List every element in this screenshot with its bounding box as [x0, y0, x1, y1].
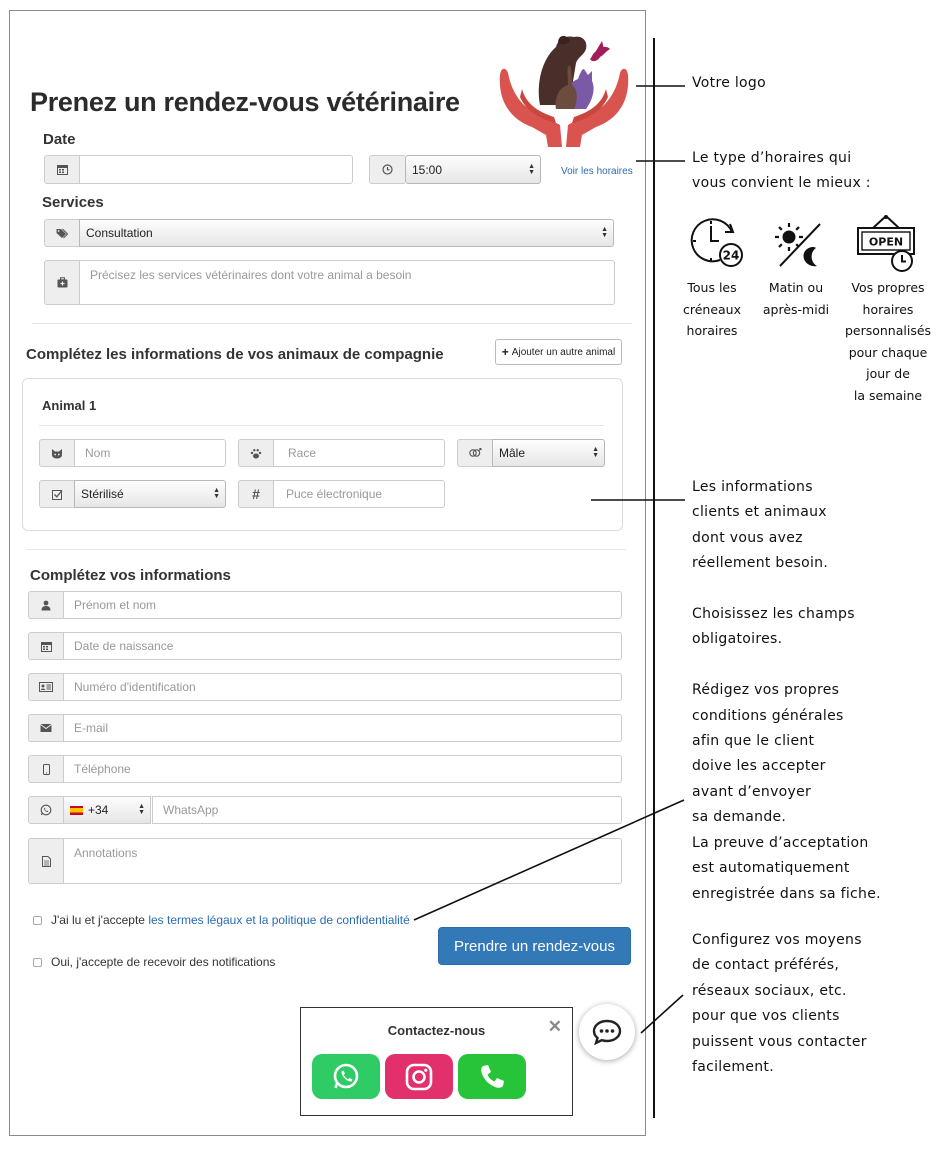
animal-sterilized-group — [39, 480, 226, 508]
instagram-contact-button[interactable] — [385, 1054, 453, 1099]
close-icon[interactable]: ✕ — [547, 1017, 562, 1036]
mobile-icon — [28, 755, 63, 783]
submit-appointment-button[interactable]: Prendre un rendez-vous — [438, 927, 631, 965]
annotation-divider — [653, 38, 655, 1118]
notes-group — [28, 838, 622, 884]
country-code-select[interactable]: +34 ▲ ▼ — [63, 796, 151, 824]
calendar-icon — [44, 155, 79, 184]
whatsapp-icon — [28, 796, 63, 824]
email-group — [28, 714, 622, 742]
phone-input[interactable]: Téléphone — [63, 755, 622, 783]
animal-sex-group — [457, 439, 605, 467]
clinic-logo — [496, 23, 632, 149]
clock-icon — [369, 155, 405, 184]
feature-am-pm-caption: Matin ou après-midi — [762, 280, 830, 317]
calendar-icon — [28, 632, 63, 660]
service-select[interactable]: Consultation ▲ ▼ — [79, 219, 614, 247]
animal-title: Animal 1 — [42, 398, 97, 413]
notes-input[interactable]: Annotations — [63, 838, 622, 884]
service-notes-input[interactable]: Précisez les services vétérinaires dont votre animal a besoin — [79, 260, 615, 305]
divider — [32, 323, 632, 324]
time-input-group — [369, 155, 541, 184]
animal-panel — [22, 378, 623, 531]
animal-chip-input[interactable]: Puce électronique — [273, 480, 445, 508]
hashtag-icon: # — [238, 480, 273, 508]
logo-note: Votre logo — [692, 75, 766, 91]
gender-icon — [457, 439, 492, 467]
chat-bubble-icon — [592, 1019, 622, 1045]
open-sign-icon — [855, 214, 917, 274]
client-heading: Complétez vos informations — [30, 567, 231, 584]
feature-custom-caption: Vos propres horaires personnalisés pour chaque jour de la semaine — [844, 280, 932, 403]
client-name-input[interactable]: Prénom et nom — [63, 591, 622, 619]
service-select-group — [44, 219, 614, 247]
animal-breed-group — [238, 439, 445, 467]
animal-breed-input[interactable]: Race — [273, 439, 445, 467]
pets-heading: Complétez les informations de vos animaux de compagnie — [26, 346, 444, 363]
id-number-input[interactable]: Numéro d'identification — [63, 673, 622, 701]
animal-name-input[interactable]: Nom — [74, 439, 226, 467]
email-input[interactable]: E-mail — [63, 714, 622, 742]
terms-link[interactable]: les termes légaux et la politique de confidentialité — [148, 913, 410, 927]
date-label: Date — [43, 131, 76, 148]
checkbox-icon — [39, 480, 74, 508]
services-label: Services — [42, 194, 104, 211]
birthdate-input[interactable]: Date de naissance — [63, 632, 622, 660]
date-input-group — [44, 155, 353, 184]
cat-icon — [39, 439, 74, 467]
divider — [26, 549, 626, 550]
contact-popup — [300, 1007, 573, 1116]
chat-bubble-button[interactable] — [579, 1004, 635, 1060]
spain-flag-icon — [70, 806, 83, 815]
notify-row: Oui, j'accepte de recevoir des notifications — [33, 955, 275, 969]
phone-contact-button[interactable] — [458, 1054, 526, 1099]
birthdate-group — [28, 632, 622, 660]
divider — [39, 425, 604, 426]
page-title: Prenez un rendez-vous vétérinaire — [30, 87, 460, 117]
file-icon — [28, 838, 63, 884]
animal-sterilized-select[interactable]: Stérilisé ▲ ▼ — [74, 480, 226, 508]
animal-sex-select[interactable]: Mâle ▲ ▼ — [492, 439, 605, 467]
svg-text:OPEN: OPEN — [868, 235, 904, 249]
whatsapp-contact-button[interactable] — [312, 1054, 380, 1099]
whatsapp-group — [28, 796, 622, 824]
sun-moon-icon — [772, 220, 828, 270]
feature-all-day-caption: Tous les créneaux horaires — [682, 280, 742, 338]
appointment-form-card — [9, 10, 646, 1136]
paw-icon — [238, 439, 273, 467]
phone-icon — [477, 1062, 507, 1092]
phone-group — [28, 755, 622, 783]
notify-checkbox[interactable] — [33, 958, 42, 967]
client-name-group — [28, 591, 622, 619]
user-icon — [28, 591, 63, 619]
service-notes-group — [44, 260, 615, 305]
tags-icon — [44, 219, 79, 247]
whatsapp-icon — [331, 1062, 361, 1092]
envelope-icon — [28, 714, 63, 742]
id-card-icon — [28, 673, 63, 701]
terms-row: J'ai lu et j'accepte les termes légaux et la politique de confidentialité — [33, 913, 410, 927]
instagram-icon — [405, 1063, 433, 1091]
date-input[interactable] — [79, 155, 353, 184]
whatsapp-input[interactable]: WhatsApp — [152, 796, 622, 824]
hours-note: Le type d’horaires qui vous convient le mieux : — [692, 150, 871, 192]
time-select[interactable]: 15:00 ▲ ▼ — [405, 155, 541, 184]
animal-name-group — [39, 439, 226, 467]
contact-note: Configurez vos moyens de contact préférés, réseaux sociaux, etc. pour que vos clients puissent vous contacter facilement. — [692, 932, 867, 1076]
clock-24-icon — [688, 216, 744, 268]
info-note: Les informations clients et animaux dont vous avez réellement besoin. Choisissez les champs obligatoires. Rédigez vos propres conditions générales afin que le client doive les accepter avant d’envoyer sa demande. La preuve d’acceptation est automatiquement enregistrée dans sa fiche. — [692, 479, 881, 902]
see-hours-link[interactable]: Voir les horaires — [561, 166, 633, 177]
add-pet-button[interactable]: + Ajouter un autre animal — [495, 339, 622, 365]
contact-title: Contactez-nous — [387, 1023, 486, 1038]
id-number-group — [28, 673, 622, 701]
medkit-icon — [44, 260, 79, 305]
terms-checkbox[interactable] — [33, 916, 42, 925]
animal-chip-group — [238, 480, 445, 508]
plus-icon: + — [501, 345, 509, 359]
svg-text:24: 24 — [722, 248, 740, 263]
